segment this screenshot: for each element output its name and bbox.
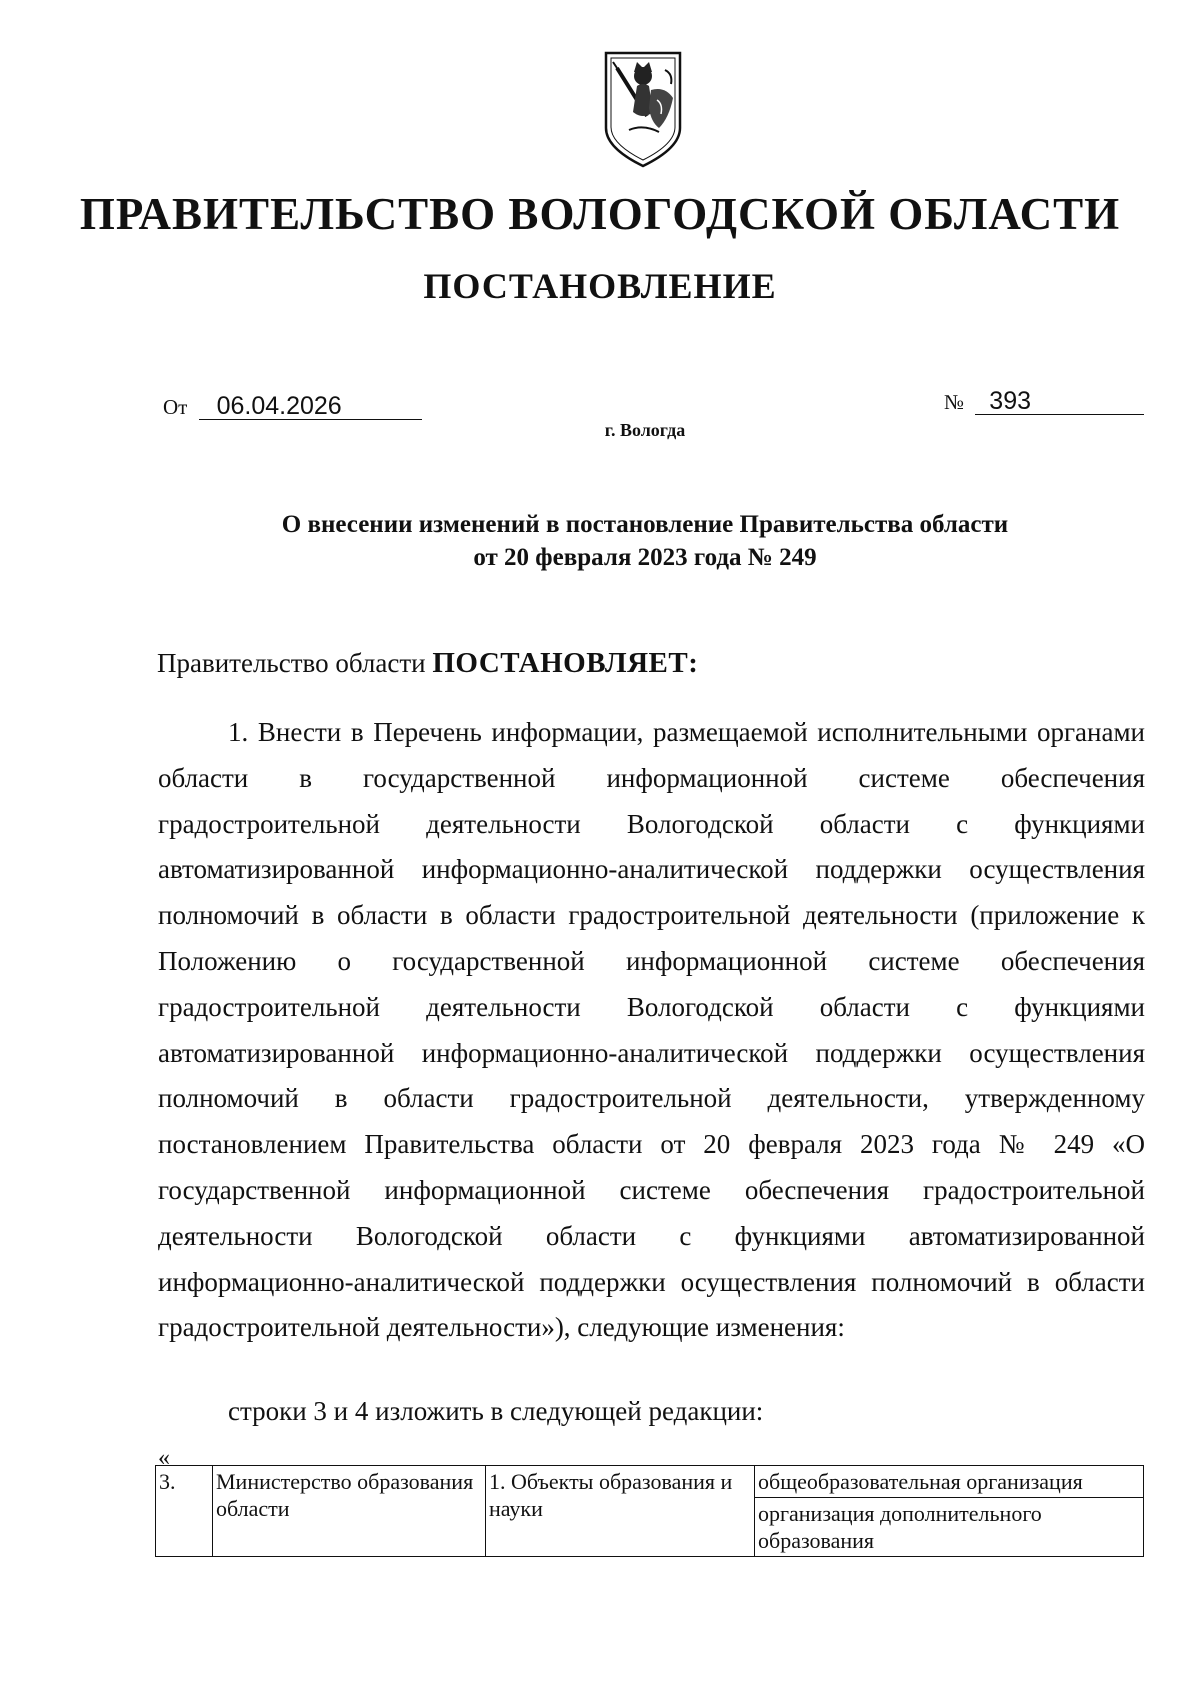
preamble-text: Правительство области [157,648,426,678]
preamble [157,647,698,680]
coat-of-arms-emblem [603,50,683,170]
document-type: ПОСТАНОВЛЕНИЕ [423,266,777,306]
government-title: ПРАВИТЕЛЬСТВО ВОЛОГОДСКОЙ ОБЛАСТИ [79,189,1121,239]
paragraph-1: 1. Внести в Перечень информации, размещаемой исполнительными органами области в государственной информационной системе обеспечения градостроительной деятельности Вологодской области с функциями автоматизированной информационно-аналитической поддержки осуществления полномочий в области в области градостроительной деятельности (приложение к Положению о государственной информационной системе обеспечения градостроительной деятельности Вологодской области с функциями автоматизированной информационно-аналитической поддержки осуществления полномочий в области градостроительной деятельности, утвержденному постановлением Правительства области от 20 февраля 2023 года № 249 «О государственной информационной системе обеспечения градостроительной деятельности Вологодской области с функциями автоматизированной информационно-аналитической поддержки осуществления полномочий в области градостроительной деятельности»), следующие изменения: [158,717,1145,1343]
city: г. Вологда [604,420,686,440]
table-row [156,1466,1144,1498]
preamble-resolution: ПОСТАНОВЛЯЕТ: [432,647,699,679]
number-field [944,388,1144,415]
changes-table [155,1465,1144,1557]
date-field [163,393,422,420]
number-value: 393 [975,388,1144,415]
ministry-cell: Министерство образования области [213,1466,486,1557]
row-number: 3. [156,1466,213,1557]
subject-line-1: О внесении изменений в постановление Правительства области [281,511,1009,538]
number-prefix: № [944,390,965,414]
item-cell: организация дополнительного образования [755,1498,1144,1557]
date-prefix: От [163,395,188,419]
lines-note: строки 3 и 4 изложить в следующей редакции: [228,1396,764,1426]
document-subject [0,508,1200,574]
category-cell: 1. Объекты образования и науки [486,1466,755,1557]
quote-open: « [158,1445,170,1471]
date-value: 06.04.2026 [199,393,422,420]
item-cell: общеобразовательная организация [755,1466,1144,1498]
subject-line-2: от 20 февраля 2023 года № 249 [473,544,817,571]
